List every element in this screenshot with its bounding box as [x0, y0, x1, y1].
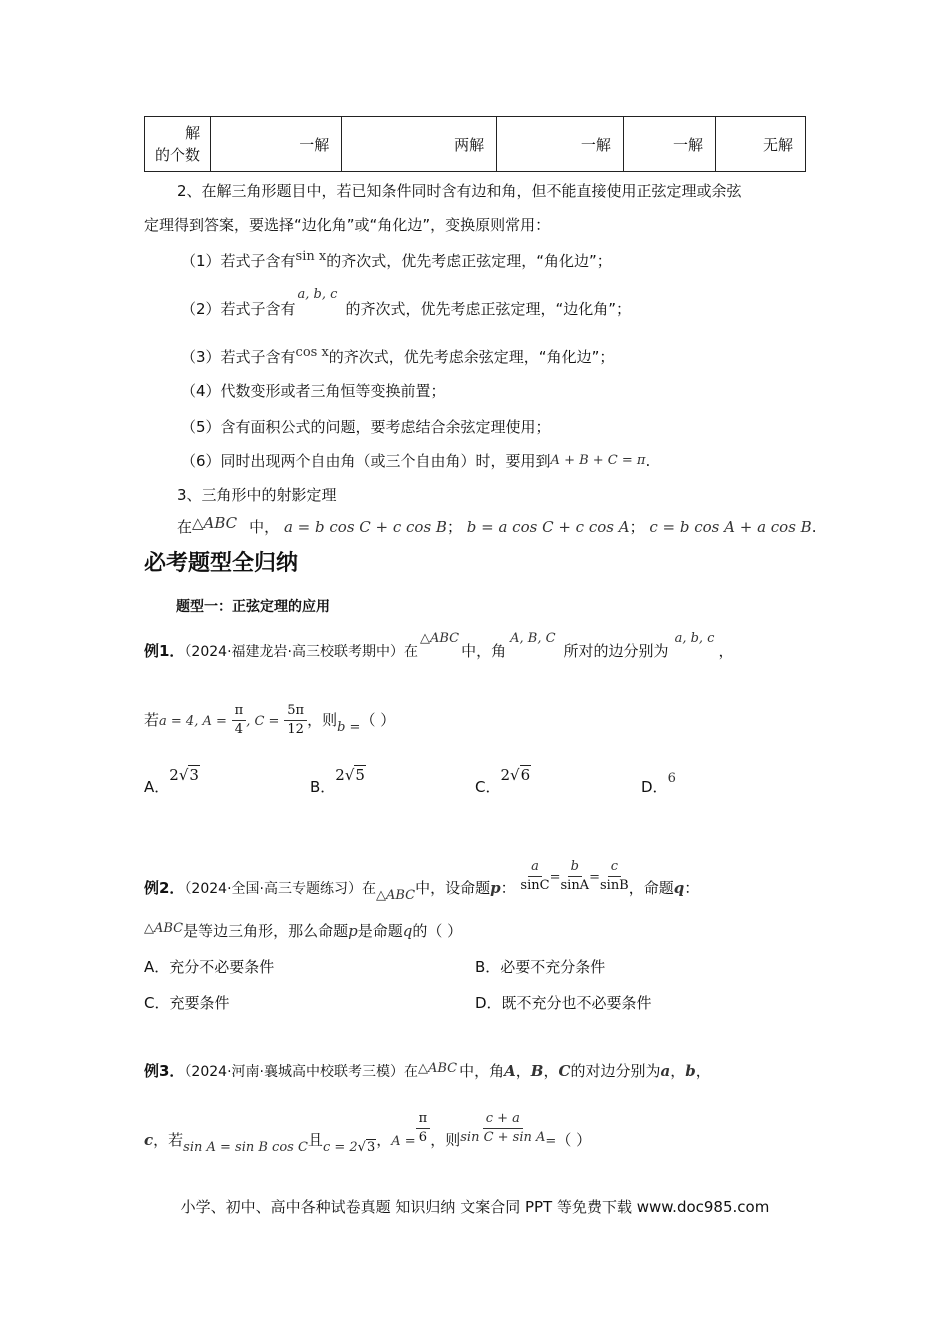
sep: ， — [543, 1062, 559, 1080]
proposition-p: p — [348, 922, 358, 940]
option-a[interactable]: A．充分不必要条件 — [144, 958, 275, 976]
example-1-line1 — [144, 631, 734, 661]
text: 中，角 — [459, 1062, 505, 1080]
rule-text: 的齐次式，优先考虑余弦定理，“角化边”； — [328, 348, 615, 366]
table-cell: 一解 — [623, 117, 715, 172]
angle-C: C — [558, 1062, 571, 1080]
example-label: 例2． — [144, 879, 185, 897]
angle-B: B — [530, 1062, 544, 1080]
rule-item-6 — [181, 450, 650, 471]
example-label: 例1． — [144, 642, 185, 660]
table-row-header — [145, 117, 211, 172]
option-d[interactable]: D．既不充分也不必要条件 — [475, 994, 652, 1012]
radicand: 6 — [520, 766, 531, 784]
rule-text: （1）若式子含有 — [181, 252, 296, 270]
rule-math: cos x — [295, 345, 329, 360]
option-label: D． — [641, 778, 668, 796]
sep: ， — [376, 1131, 392, 1149]
example-1-line2 — [144, 702, 395, 739]
coef: 2 — [335, 766, 345, 784]
example-source: （2024·全国·高三专题练习）在 — [184, 881, 376, 897]
proposition-p: p — [490, 879, 501, 897]
example-2-line2 — [144, 920, 462, 941]
option-c[interactable] — [475, 766, 531, 797]
table-cell: 一解 — [211, 117, 342, 172]
fraction-target — [460, 1110, 545, 1147]
option-value: 2√5 — [335, 766, 365, 784]
option-value: 2√3 — [169, 766, 199, 784]
option-label: B． — [310, 778, 336, 796]
rule-text: 的齐次式，优先考虑正弦定理，“边化角”； — [345, 300, 631, 318]
section3-title: 3、三角形中的射影定理 — [177, 486, 337, 504]
numerator: π — [416, 1110, 431, 1129]
text: 所对的边分别为 — [563, 642, 669, 660]
denominator: sinB — [599, 878, 629, 893]
option-value: 2√6 — [500, 766, 531, 784]
coef: 2 — [169, 766, 179, 784]
option-b[interactable]: B．必要不充分条件 — [475, 958, 606, 976]
text: 是命题 — [357, 922, 403, 940]
equation-1: sin A = sin B cos C — [183, 1140, 308, 1155]
text: ，则 — [307, 711, 338, 729]
table-cell: 一解 — [497, 117, 624, 172]
option-label: A． — [144, 778, 170, 796]
denominator: sinC — [520, 878, 550, 893]
proposition-q: q — [402, 922, 413, 940]
proposition-q: q — [673, 879, 685, 897]
example-3-line1 — [144, 1060, 711, 1081]
rule-math: sin x — [295, 249, 327, 264]
rule-item-3 — [181, 346, 614, 367]
rule-item-5: （5）含有面积公式的问题，要考虑结合余弦定理使用； — [181, 418, 551, 436]
triangle-abc: △ABC — [192, 514, 238, 532]
table-cell: 无解 — [716, 117, 806, 172]
page-heading: 必考题型全归纳 — [144, 551, 299, 576]
coef: 2 — [500, 766, 511, 784]
equals: = — [549, 870, 561, 885]
rule-text: （3）若式子含有 — [181, 348, 296, 366]
numerator: b — [568, 858, 582, 877]
row-header-line1: 解 — [185, 124, 201, 142]
option-value: 6 — [667, 771, 676, 786]
condition: a = 4, A = — [159, 714, 227, 729]
radicand: 3 — [189, 766, 199, 784]
fraction-b-sinA — [560, 858, 589, 895]
sep: ， — [670, 1062, 686, 1080]
formula-c: c = b cos A + a cos B — [649, 518, 812, 536]
text: ，若 — [153, 1131, 184, 1149]
denominator: 4 — [234, 722, 244, 737]
numerator: c + a — [483, 1110, 523, 1129]
rule-math: a, b, c — [297, 287, 338, 302]
triangle-abc: △ABC — [375, 888, 416, 903]
end-dot: . — [811, 518, 817, 536]
radicand: 3 — [366, 1140, 376, 1155]
text: 是等边三角形，那么命题 — [183, 922, 349, 940]
section2-line1: 2、在解三角形题目中，若已知条件同时含有边和角，但不能直接使用正弦定理或余弦 — [177, 182, 742, 200]
rule-text: . — [645, 452, 651, 470]
denominator: 6 — [418, 1130, 428, 1145]
text: 中， — [249, 518, 280, 536]
sep: ； — [629, 518, 645, 536]
text: ： — [500, 879, 516, 897]
triangle-abc: △ABC — [417, 1061, 458, 1076]
option-d[interactable] — [641, 771, 676, 797]
text: 若 — [144, 711, 160, 729]
fraction-pi-4 — [232, 702, 247, 739]
numerator: c — [608, 858, 621, 877]
example-label: 例3． — [144, 1062, 185, 1080]
sep: ， — [695, 1062, 711, 1080]
formula-b: b = a cos C + c cos A — [466, 518, 630, 536]
option-a[interactable] — [144, 766, 200, 797]
angles: A, B, C — [510, 631, 556, 646]
b-equals: b = — [337, 720, 361, 735]
angle-A: A — [504, 1062, 516, 1080]
type-heading: 题型一：正弦定理的应用 — [176, 599, 330, 615]
fraction-5pi-12 — [284, 702, 307, 739]
formula-a: a = b cos C + c cos B — [283, 518, 447, 536]
side-c: c — [144, 1131, 154, 1149]
example-2-line1 — [144, 858, 700, 903]
text: 在 — [177, 518, 193, 536]
denominator: sin C + sin A — [460, 1130, 546, 1145]
projection-theorem — [177, 516, 816, 537]
side-a: a — [660, 1062, 671, 1080]
rule-item-4: （4）代数变形或者三角恒等变换前置； — [181, 382, 446, 400]
denominator: 12 — [287, 722, 304, 737]
text: 的对边分别为 — [570, 1062, 661, 1080]
row-header-line2: 的个数 — [155, 146, 201, 164]
answer-blank: （ ） — [360, 711, 396, 729]
radicand: 5 — [355, 766, 365, 784]
text: ，命题 — [628, 879, 674, 897]
example-source: （2024·福建龙岩·高三校联考期中）在 — [184, 644, 418, 660]
text: 中，角 — [461, 642, 507, 660]
rule-text: 的齐次式，优先考虑正弦定理，“角化边”； — [326, 252, 612, 270]
rule-math: A + B + C = π — [550, 453, 646, 468]
rule-text: （6）同时出现两个自由角（或三个自由角）时，要用到 — [181, 452, 551, 470]
option-b[interactable] — [310, 766, 366, 797]
side-b: b — [685, 1062, 696, 1080]
answer-blank: 的（ ） — [412, 922, 463, 940]
table-cell: 两解 — [342, 117, 497, 172]
fraction-a-sinC — [520, 858, 549, 895]
equation-3: A = — [391, 1134, 416, 1149]
equals: = — [589, 870, 600, 885]
equals: = — [545, 1134, 557, 1149]
triangle-abc: △ABC — [419, 631, 460, 646]
solution-count-table — [144, 116, 806, 172]
page-footer: 小学、初中、高中各种试卷真题 知识归纳 文案合同 PPT 等免费下载 www.doc985.com — [180, 1198, 770, 1216]
condition: , C = — [246, 714, 280, 729]
fraction-c-sinB — [600, 858, 629, 895]
equation-2: c = 2 — [322, 1140, 358, 1155]
option-label: C． — [475, 778, 501, 796]
text: ： — [684, 879, 700, 897]
denominator: sinA — [560, 878, 590, 893]
text: 中，设命题 — [415, 879, 491, 897]
sqrt-3: √3 — [357, 1140, 376, 1155]
rule-item-2 — [181, 287, 631, 319]
numerator: 5π — [284, 702, 307, 721]
sep: ， — [515, 1062, 531, 1080]
section2-line2: 定理得到答案，要选择“边化角”或“角化边”，变换原则常用： — [144, 216, 551, 234]
numerator: a — [528, 858, 542, 877]
option-c[interactable]: C．充要条件 — [144, 994, 230, 1012]
text: ， — [718, 642, 734, 660]
fraction-pi-6 — [416, 1110, 431, 1147]
rule-text: （2）若式子含有 — [181, 300, 296, 318]
rule-item-1 — [181, 250, 612, 271]
example-source: （2024·河南·襄城高中校联考三模）在 — [184, 1064, 418, 1080]
sep: ； — [446, 518, 462, 536]
example-3-line2 — [144, 1110, 592, 1155]
text: ，则 — [430, 1131, 461, 1149]
sides: a, b, c — [674, 631, 715, 646]
answer-blank: （ ） — [556, 1131, 592, 1149]
numerator: π — [232, 702, 247, 721]
text: 且 — [307, 1131, 323, 1149]
triangle-abc: △ABC — [144, 921, 184, 936]
